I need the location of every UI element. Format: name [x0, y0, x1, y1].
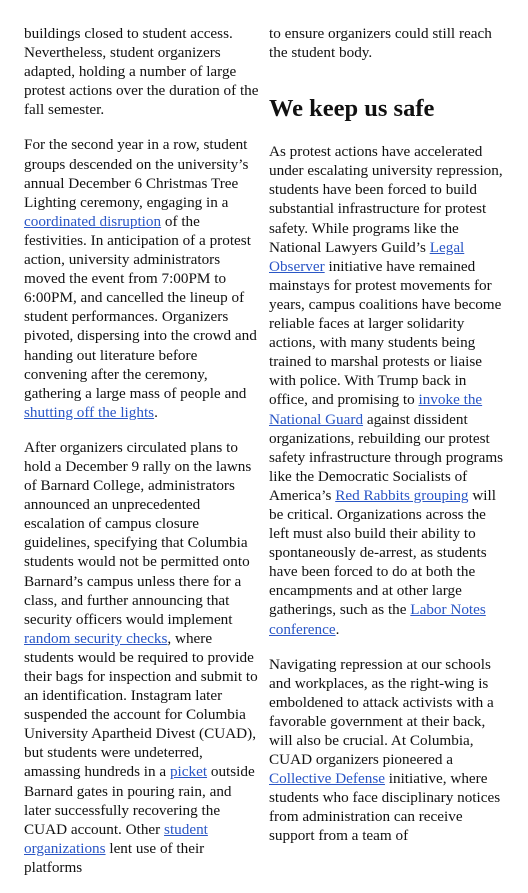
- link-labor-notes-conference[interactable]: Labor Notes conference: [269, 601, 486, 638]
- link-legal-observer[interactable]: Legal Observer: [269, 238, 465, 275]
- paragraph-text: will be critical. Organizations across the left must also build their ability to spontaneously de-arrest, as students have been forced to do at both the encampments and at other large gatherings, such as the: [269, 486, 496, 619]
- paragraph-text: .: [154, 403, 158, 421]
- paragraph-text: For the second year in a row, student groups descended on the university’s annual December 6 Christmas Tree Lighting ceremony, engaging in a: [24, 136, 249, 211]
- paragraph-text: lent use of their platforms: [24, 839, 205, 876]
- paragraph-text: Navigating repression at our schools and workplaces, as the right-wing is emboldened to attack activists with a favorable government at their back, will also be crucial. At Columbia, CUAD organizers pioneered a: [269, 655, 494, 769]
- paragraph-christmas-tree-lighting: [24, 135, 260, 421]
- link-random-security-checks[interactable]: random security checks: [24, 629, 168, 647]
- paragraph-text: initiative have remained mainstays for protest movements for years, campus coalitions have become reliable faces at larger solidarity actions, with many students being trained to marshal protests or liaise with police. With Trump back in office, and promising to: [269, 257, 502, 409]
- paragraph-text: After organizers circulated plans to hold a December 9 rally on the lawns of Barnard College, administrators announced an unprecedented escalation of campus closure guidelines, specifying that Columbia students would not be permitted onto Barnard’s campus unless there for a class, and further announcing that security officers would implement: [24, 438, 252, 628]
- left-column: [24, 0, 260, 893]
- section-heading: We keep us safe: [269, 95, 435, 123]
- paragraph-navigating-repression: [269, 655, 505, 846]
- link-invoke-the-national-guard[interactable]: invoke the National Guard: [269, 391, 483, 428]
- paragraph-text: , where students would be required to provide their bags for inspection and submit to an identification. Instagram later suspended the account for Columbia University Apartheid Divest (CUAD), but students were undeterred, amassing hundreds in a: [24, 629, 258, 781]
- paragraph-reach-student-body: [269, 24, 505, 62]
- paragraph-text: buildings closed to student access. Nevertheless, student organizers adapted, holding a number of large protest actions over the duration of the fall semester.: [24, 25, 259, 119]
- link-collective-defense[interactable]: Collective Defense: [269, 770, 385, 788]
- paragraph-text: initiative, where students who face disciplinary notices from administration can receive support from a team of: [269, 770, 501, 845]
- paragraph-text: .: [335, 620, 340, 638]
- paragraph-closed-buildings: [24, 24, 260, 119]
- paragraph-protest-safety: [269, 142, 505, 638]
- paragraph-text: of the festivities. In anticipation of a protest action, university administrators moved the event from 7:00PM to 6:00PM, and cancelled the lineup of student performances. Organizers pivoted, dispersing into the crowd and handing out literature before convening after the ceremony, gathering a large mass of people and: [24, 212, 257, 402]
- link-red-rabbits-grouping[interactable]: Red Rabbits grouping: [335, 486, 469, 504]
- right-column: [269, 0, 505, 862]
- paragraph-text: against dissident organizations, rebuilding our protest safety infrastructure through programs like the Democratic Socialists of America’s: [269, 410, 504, 504]
- link-student-organizations[interactable]: student organizations: [24, 820, 208, 857]
- paragraph-text: to ensure organizers could still reach the student body.: [269, 25, 492, 62]
- link-shutting-off-the-lights[interactable]: shutting off the lights: [24, 403, 155, 421]
- link-picket[interactable]: picket: [169, 763, 208, 781]
- paragraph-barnard-rally: [24, 438, 260, 877]
- link-coordinated-disruption[interactable]: coordinated disruption: [24, 212, 162, 230]
- paragraph-text: As protest actions have accelerated under escalating university repression, students have been forced to build substantial infrastructure for protest safety. While programs like the National Lawyers Guild’s: [269, 143, 503, 256]
- paragraph-text: outside Barnard gates in pouring rain, and later successfully recovering the CUAD account. Other: [24, 763, 255, 838]
